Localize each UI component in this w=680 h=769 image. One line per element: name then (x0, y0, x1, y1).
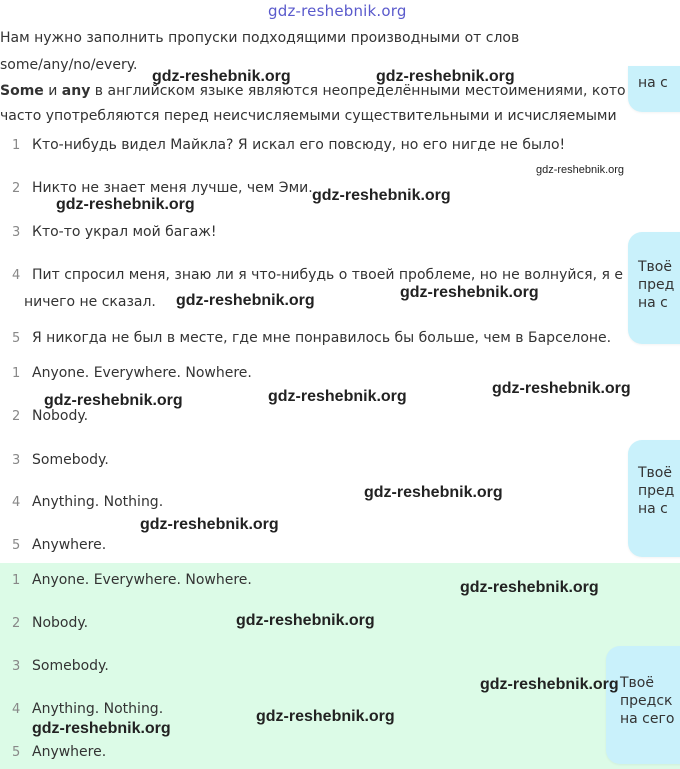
answer-text: Anywhere. (32, 537, 107, 553)
top-watermark: gdz-reshebnik.org (268, 2, 407, 20)
answer-text: Somebody. (32, 658, 109, 674)
hint-bubble-2[interactable] (628, 232, 680, 344)
sentence-text: Кто-нибудь видел Майкла? Я искал его повсюду, но его нигде не было! (32, 137, 566, 153)
hint-bubble-4[interactable] (606, 646, 680, 764)
answer-number: 3 (12, 659, 21, 674)
watermark: gdz-reshebnik.org (312, 187, 451, 204)
hint-bubble-2-line-3: на с (638, 295, 668, 311)
intro-line-2: some/any/no/every. (0, 57, 138, 73)
sentence-text-continued: ничего не сказал. (24, 294, 156, 310)
sentence-number: 3 (12, 225, 21, 240)
answer-text: Nobody. (32, 408, 89, 424)
watermark: gdz-reshebnik.org (268, 388, 407, 405)
answer-text: Anywhere. (32, 744, 107, 760)
sentence-number: 2 (12, 181, 21, 196)
hint-bubble-3-line-2: пред (638, 483, 675, 499)
hint-bubble-2-line-2: пред (638, 277, 675, 293)
hint-bubble-4-line-3: на сего (620, 711, 675, 727)
sentence-number: 1 (12, 138, 21, 153)
watermark: gdz-reshebnik.org (152, 68, 291, 85)
sentence-text: Кто-то украл мой багаж! (32, 224, 217, 240)
watermark: gdz-reshebnik.org (480, 676, 619, 693)
intro-line-1: Нам нужно заполнить пропуски подходящими производными от слов (0, 30, 520, 46)
hint-bubble-3-line-1: Твоё (638, 465, 672, 481)
answer-number: 5 (12, 745, 21, 760)
answer-text: Anything. Nothing. (32, 701, 164, 717)
watermark: gdz-reshebnik.org (256, 708, 395, 725)
watermark: gdz-reshebnik.org (364, 484, 503, 501)
answer-text: Nobody. (32, 615, 89, 631)
answer-number: 1 (12, 366, 21, 381)
hint-bubble-2-line-1: Твоё (638, 259, 672, 275)
hint-bubble-4-line-2: предск (620, 693, 673, 709)
hint-bubble-3[interactable] (628, 440, 680, 557)
keyword-some: Some (0, 83, 44, 99)
watermark: gdz-reshebnik.org (400, 284, 539, 301)
answer-text: Somebody. (32, 452, 109, 468)
answer-number: 4 (12, 702, 21, 717)
intro-conj: и (43, 83, 62, 99)
sentence-text: Никто не знает меня лучше, чем Эми. (32, 180, 313, 196)
answer-text: Anyone. Everywhere. Nowhere. (32, 365, 252, 381)
watermark: gdz-reshebnik.org (56, 196, 195, 213)
answer-number: 2 (12, 616, 21, 631)
hint-bubble-1-text: на с (638, 75, 668, 91)
intro-line-4: часто употребляются перед неисчисляемыми существительными и исчисляемыми (0, 108, 617, 124)
hint-bubble-1[interactable] (628, 66, 680, 112)
watermark: gdz-reshebnik.org (44, 392, 183, 409)
sentence-text: Пит спросил меня, знаю ли я что-нибудь о твоей проблеме, но не волнуйся, я е (32, 267, 623, 283)
watermark: gdz-reshebnik.org (236, 612, 375, 629)
answer-text: Anything. Nothing. (32, 494, 164, 510)
answer-text: Anyone. Everywhere. Nowhere. (32, 572, 252, 588)
watermark: gdz-reshebnik.org (140, 516, 279, 533)
watermark-small: gdz-reshebnik.org (536, 164, 625, 176)
intro-line-3 (0, 83, 626, 99)
hint-bubble-3-line-3: на с (638, 501, 668, 517)
hint-bubble-4-line-1: Твоё (620, 675, 654, 691)
keyword-any: any (61, 83, 91, 99)
watermark: gdz-reshebnik.org (492, 380, 631, 397)
answer-number: 3 (12, 453, 21, 468)
watermark: gdz-reshebnik.org (176, 292, 315, 309)
watermark: gdz-reshebnik.org (32, 720, 171, 737)
answer-number: 1 (12, 573, 21, 588)
intro-line-3-rest: в английском языке являются неопределёнными местоимениями, кото (90, 83, 626, 99)
answer-number: 2 (12, 409, 21, 424)
answer-number: 4 (12, 495, 21, 510)
sentence-text: Я никогда не был в месте, где мне понравилось бы больше, чем в Барселоне. (32, 330, 612, 346)
watermark: gdz-reshebnik.org (376, 68, 515, 85)
answer-number: 5 (12, 538, 21, 553)
sentence-number: 5 (12, 331, 21, 346)
sentence-number: 4 (12, 268, 21, 283)
watermark: gdz-reshebnik.org (460, 579, 599, 596)
